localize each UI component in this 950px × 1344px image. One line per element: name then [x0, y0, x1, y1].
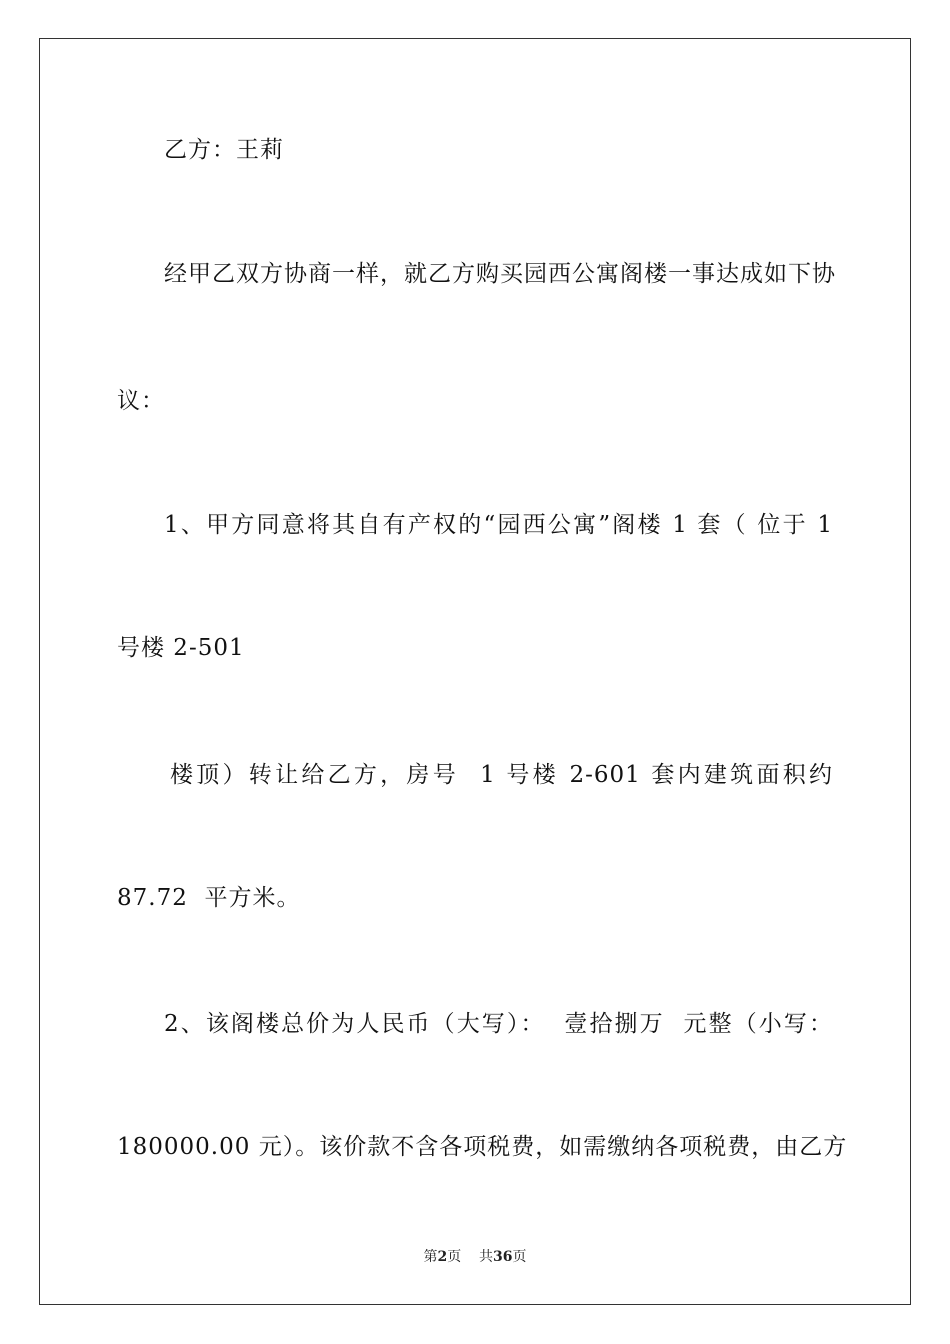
text-line-agreement-intro: 经甲乙双方协商一样，就乙方购买园西公寓阁楼一事达成如下协 — [164, 261, 836, 287]
footer-total-prefix: 共 — [479, 1249, 494, 1265]
footer-page-prefix: 第 — [423, 1249, 438, 1265]
footer-total-pages: 36 — [493, 1249, 513, 1265]
page-border — [39, 38, 911, 1305]
text-line-party-b: 乙方：王莉 — [164, 137, 284, 163]
page-footer — [0, 1248, 950, 1266]
text-line-clause-2: 2、该阁楼总价为人民币（大写）： 壹拾捌万 元整（小写： — [164, 1011, 833, 1037]
text-line-clause-1-area: 87.72 平方米。 — [117, 885, 301, 911]
text-line-clause-1-cont: 号楼 2-501 — [117, 635, 245, 661]
text-line-clause-1-cont-2: 楼顶）转让给乙方，房号 1 号楼 2-601 套内建筑面积约 — [170, 762, 833, 788]
text-line-agreement-intro-cont: 议： — [117, 388, 165, 414]
footer-page-suffix: 页 — [447, 1249, 462, 1265]
text-line-clause-1: 1、甲方同意将其自有产权的“园西公寓”阁楼 1 套（ 位于 1 — [164, 512, 833, 538]
footer-page-number: 2 — [437, 1249, 448, 1265]
footer-total-suffix: 页 — [512, 1249, 527, 1265]
text-line-clause-2-cont: 180000.00 元）。该价款不含各项税费，如需缴纳各项税费，由乙方 — [117, 1134, 848, 1160]
